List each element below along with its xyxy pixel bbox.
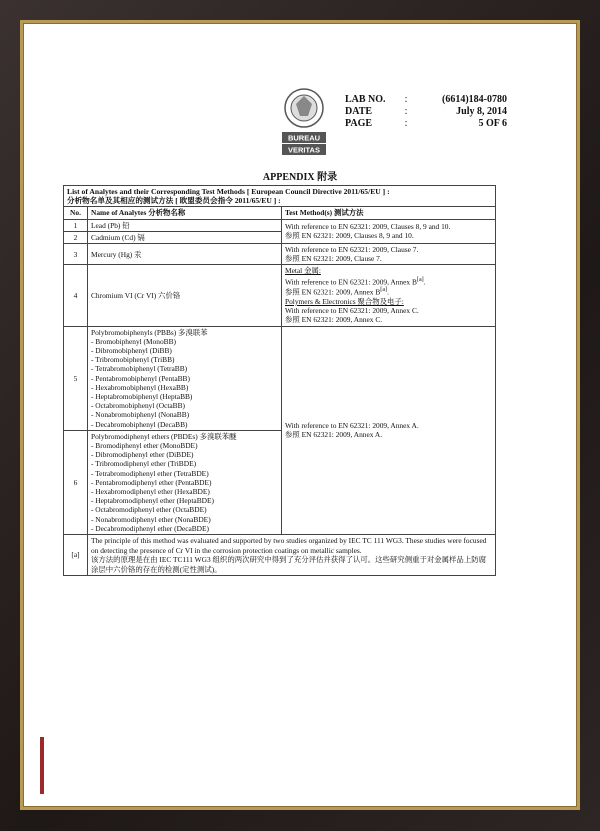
page-title: APPENDIX 附录 (262, 172, 338, 183)
red-edge-marker (40, 737, 44, 794)
page-value: 5 OF 6 (478, 118, 507, 129)
report-header: LAB NO. : (6614)184-0780 DATE : July 8, 2014 PAGE : 5 OF 6 (345, 94, 507, 129)
table-row: 5 Polybromobiphenyls (PBBs) 多溴联苯 - Bromobiphenyl (MonoBB) - Dibromobiphenyl (DiBB) - Tribromobiphenyl (TriBB) - Tetrabromobiphenyl (TetraBB) - Pentabromobiphenyl (PentaBB) - Hexabromobiphenyl (HexaBB) - Heptabromobiphenyl (HeptaBB) - Octabromobiphenyl (OctaBB) - Nonabromobiphenyl (NonaBB) - Decabromobiphenyl (DecaBB) With reference to EN 62321: 2009, Annex A. 参照 EN 62321: 2009, Annex A. (64, 326, 496, 430)
lab-no-value: (6614)184-0780 (442, 94, 507, 105)
col-header-name: Name of Analytes 分析物名称 (88, 207, 282, 219)
date-value: July 8, 2014 (456, 106, 507, 117)
table-row: 3 Mercury (Hg) 汞 With reference to EN 62321: 2009, Clause 7. 参照 EN 62321: 2009, Clause 7. (64, 244, 496, 265)
logo-word1: BUREAU (287, 133, 321, 143)
table-row: 6 Polybromodiphenyl ethers (PBDEs) 多溴联苯醚 - Bromodiphenyl ether (MonoBDE) - Dibromodiphenyl ether (DiBDE) - Tribromodiphenyl ether (TriBDE) - Tetrabromodiphenyl ether (TetraBDE) - Pentabromodiphenyl ether (PentaBDE) - Hexabromodiphenyl ether (HexaBDE) - Heptabromodiphenyl ether (HeptaBDE) - Octabromodiphenyl ether (OctaBDE) - Nonabromodiphenyl ether (NonaBDE) - Decabromodiphenyl ether (DecaBDE) (64, 430, 496, 534)
analytes-table (63, 185, 496, 576)
pbb-list: Polybromobiphenyls (PBBs) 多溴联苯 - Bromobiphenyl (MonoBB) - Dibromobiphenyl (DiBB) - Tribromobiphenyl (TriBB) - Tetrabromobiphenyl (TetraBB) - Pentabromobiphenyl (PentaBB) - Hexabromobiphenyl (HexaBB) - Heptabromobiphenyl (HeptaBB) - Octabromobiphenyl (OctaBB) - Nonabromobiphenyl (NonaBB) - Decabromobiphenyl (DecaBB) (88, 326, 282, 430)
date-label: DATE (345, 106, 373, 117)
table-row: 1 Lead (Pb) 铅 With reference to EN 62321: 2009, Clauses 8, 9 and 10. 参照 EN 62321: 2009, Clauses 8, 9 and 10. (64, 219, 496, 231)
bureau-veritas-logo (278, 86, 330, 162)
pbde-list: Polybromodiphenyl ethers (PBDEs) 多溴联苯醚 - Bromodiphenyl ether (MonoBDE) - Dibromodiphenyl ether (DiBDE) - Tribromodiphenyl ether (TriBDE) - Tetrabromodiphenyl ether (TetraBDE) - Pentabromodiphenyl ether (PentaBDE) - Hexabromodiphenyl ether (HexaBDE) - Heptabromodiphenyl ether (HeptaBDE) - Octabromodiphenyl ether (OctaBDE) - Nonabromodiphenyl ether (NonaBDE) - Decabromodiphenyl ether (DecaBDE) (88, 430, 282, 534)
table-row: 2 Cadmium (Cd) 镉 (64, 231, 496, 243)
col-header-method: Test Method(s) 测试方法 (282, 207, 496, 219)
table-row: 4 Chromium VI (Cr VI) 六价铬 Metal 金属: With reference to EN 62321: 2009, Annex B[a]. 参照 EN 62321: 2009, Annex B[a]. Polymers & Electronics 聚合物及电子: With reference to EN 62321: 2009, Annex C. 参照 EN 62321: 2009, Annex C. (64, 265, 496, 326)
lab-no-label: LAB NO. (345, 94, 386, 105)
footnote-row: [a] The principle of this method was evaluated and supported by two studies organized by IEC TC 111 WG3. These studies were focused on detecting the presence of Cr VI in the corrosion protection coatings on metallic samples. 该方法的原理是在由 IEC TC111 WG3 组织的两次研究中得到了充分评估并获得了认可。这些研究侧重于对金属样品上防腐涂层中六价铬的存在的检测(定性测试)。 (64, 535, 496, 576)
logo-word2: VERITAS (288, 145, 320, 155)
table-caption: List of Analytes and their Corresponding Test Methods [ European Council Directive 2011/65/EU ] : 分析物名单及其相应的测试方法 [ 欧盟委员会指令 2011/65/EU ] : (64, 186, 496, 207)
page-label: PAGE (345, 118, 373, 129)
col-header-no: No. (64, 207, 88, 219)
